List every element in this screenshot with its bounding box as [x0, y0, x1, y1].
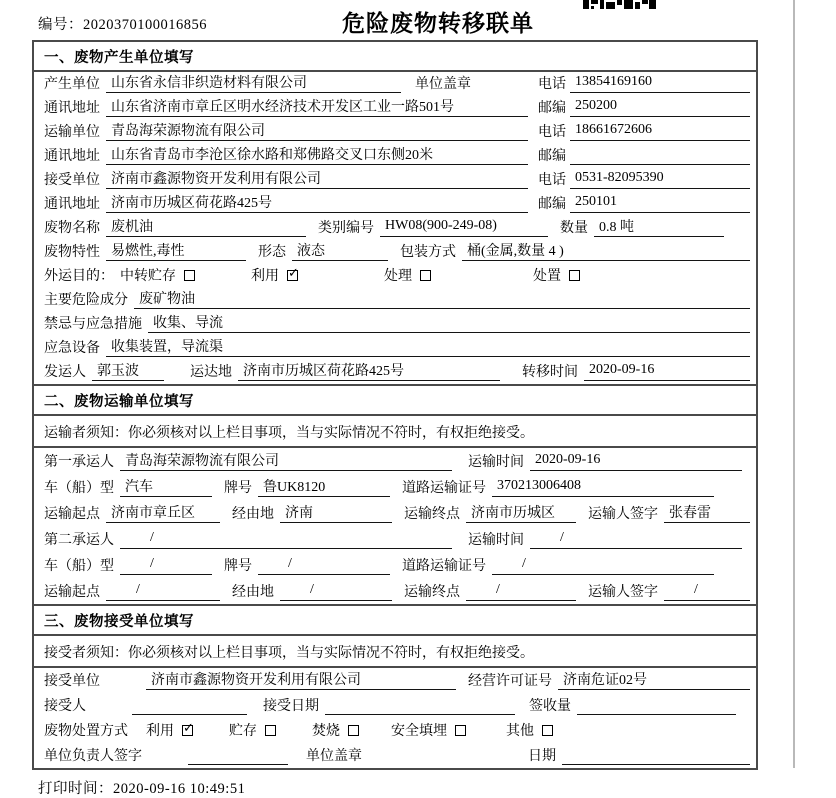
disposal-row — [34, 718, 756, 743]
receiver-value: 济南市鑫源物资开发利用有限公司 — [106, 168, 528, 189]
route-end2-value: / — [466, 582, 576, 601]
equipment-value: 收集装置，导流渠 — [106, 336, 750, 357]
route-start2-value: / — [106, 582, 220, 601]
receive-unit-label: 接受单位 — [44, 674, 100, 689]
producer-address-value: 山东省济南市章丘区明水经济技术开发区工业一路501号 — [106, 96, 528, 117]
pack-label: 包装方式 — [400, 245, 456, 260]
producer-row — [34, 72, 756, 96]
checkbox-icon — [542, 725, 553, 736]
vehicle-type-label: 车（船）型 — [44, 481, 114, 496]
checkbox-icon — [455, 725, 466, 736]
carrier1-label: 第一承运人 — [44, 455, 114, 470]
route-end-value: 济南市历城区 — [466, 502, 576, 523]
zip-label: 邮编 — [538, 149, 566, 164]
permit-label: 道路运输证号 — [402, 559, 486, 574]
shipper-row — [34, 360, 756, 384]
waste-name-value: 废机油 — [106, 216, 306, 237]
unit-seal-label: 单位盖章 — [306, 749, 362, 764]
waste-code-value: HW08(900-249-08) — [380, 218, 548, 237]
taboo-value: 收集、导流 — [148, 312, 750, 333]
form-value: 液态 — [292, 240, 388, 261]
checkbox-icon — [569, 270, 580, 281]
zip-label: 邮编 — [538, 101, 566, 116]
code-label: 类别编号 — [318, 221, 374, 236]
permit2-value: / — [492, 556, 714, 575]
hazard-row — [34, 288, 756, 312]
carrier1-row — [34, 448, 756, 474]
receive-date-label: 接受日期 — [263, 699, 319, 714]
property-value: 易燃性,毒性 — [106, 240, 246, 261]
vehicle2-row — [34, 552, 756, 578]
seal-label: 单位盖章 — [415, 77, 471, 92]
date-label: 日期 — [528, 749, 556, 764]
responsible-sign-value — [188, 746, 288, 765]
carrier-sign-label: 运输人签字 — [588, 585, 658, 600]
vehicle-type-value: 汽车 — [120, 476, 212, 497]
phone-label: 电话 — [538, 125, 566, 140]
vehicle-type-label: 车（船）型 — [44, 559, 114, 574]
vehicle1-row — [34, 474, 756, 500]
plate-label: 牌号 — [224, 559, 252, 574]
carrier-sign-value: 张春雷 — [664, 502, 750, 523]
checkbox-utilize: 利用 ✓ — [251, 265, 298, 285]
carrier1-value: 青岛海荣源物流有限公司 — [120, 450, 452, 471]
waste-property-row — [34, 240, 756, 264]
transporter-row — [34, 120, 756, 144]
checkbox-dispose: 处置 — [533, 265, 580, 285]
section-receive — [34, 604, 756, 768]
receiver-zip: 250101 — [570, 194, 750, 213]
producer-value: 山东省永信非织造材料有限公司 — [106, 72, 401, 93]
section3-header: 三、废物接受单位填写 — [34, 604, 756, 636]
via-label: 经由地 — [232, 507, 274, 522]
checkbox-icon — [420, 270, 431, 281]
transporter-address-row — [34, 144, 756, 168]
receive-unit-value: 济南市鑫源物资开发利用有限公司 — [146, 669, 456, 690]
receiver-address-value: 济南市历城区荷花路425号 — [106, 192, 528, 213]
section2-header: 二、废物运输单位填写 — [34, 384, 756, 416]
receiver-address-row — [34, 192, 756, 216]
sign-qty-label: 签收量 — [529, 699, 571, 714]
via-value: 济南 — [280, 502, 392, 523]
producer-label: 产生单位 — [44, 77, 100, 92]
shipper-value: 郭玉波 — [92, 360, 164, 381]
license-label: 经营许可证号 — [468, 674, 552, 689]
checkbox-icon — [265, 725, 276, 736]
checkbox-landfill: 安全填埋 — [391, 720, 466, 740]
print-time-label: 打印时间： — [38, 781, 113, 797]
qr-code-partial-icon — [583, 0, 656, 10]
carrier2-label: 第二承运人 — [44, 533, 114, 548]
transport-time-value: 2020-09-16 — [530, 452, 742, 471]
producer-phone: 13854169160 — [570, 74, 750, 93]
transporter-address-value: 山东省青岛市李沧区徐水路和郑佛路交叉口东侧20米 — [106, 144, 528, 165]
transport-time-label: 运输时间 — [468, 455, 524, 470]
route1-row — [34, 500, 756, 526]
print-time — [38, 777, 796, 798]
page-title: 危险废物转移联单 — [342, 11, 534, 36]
waste-name-label: 废物名称 — [44, 221, 100, 236]
receiver-label: 接受单位 — [44, 173, 100, 188]
qty-label: 数量 — [560, 221, 588, 236]
receive-date-value — [325, 696, 515, 715]
sign-qty-value — [577, 696, 736, 715]
hazard-value: 废矿物油 — [134, 288, 750, 309]
manifest-form — [32, 40, 758, 770]
checkbox-transfer-storage: 中转贮存 — [120, 265, 195, 285]
phone-label: 电话 — [538, 173, 566, 188]
via2-value: / — [280, 582, 392, 601]
checkbox-storage: 贮存 — [229, 720, 276, 740]
transporter-value: 青岛海荣源物流有限公司 — [106, 120, 528, 141]
taboo-row — [34, 312, 756, 336]
carrier2-value: / — [120, 530, 452, 549]
permit-value: 370213006408 — [492, 478, 714, 497]
transfer-time-value: 2020-09-16 — [584, 362, 750, 381]
carrier-sign-label: 运输人签字 — [588, 507, 658, 522]
dest-value: 济南市历城区荷花路425号 — [238, 360, 500, 381]
hazard-label: 主要危险成分 — [44, 293, 128, 308]
disposal-label: 废物处置方式 — [44, 724, 128, 739]
transfer-time-label: 转移时间 — [522, 365, 578, 380]
license-value: 济南危证02号 — [558, 669, 750, 690]
equipment-row — [34, 336, 756, 360]
producer-zip: 250200 — [570, 98, 750, 117]
permit-label: 道路运输证号 — [402, 481, 486, 496]
route2-row — [34, 578, 756, 604]
checkbox-treat: 处理 — [384, 265, 431, 285]
date-value — [562, 746, 750, 765]
document-header — [0, 0, 796, 40]
route-start-label: 运输起点 — [44, 585, 100, 600]
checkbox-disposal-utilize: 利用 ✓ — [146, 720, 193, 740]
transporter-label: 运输单位 — [44, 125, 100, 140]
purpose-row — [34, 264, 756, 288]
receiver-phone: 0531-82095390 — [570, 170, 750, 189]
receiver-notice: 接受者须知：你必须核对以上栏目事项，当与实际情况不符时，有权拒绝接受。 — [34, 636, 756, 668]
address-label: 通讯地址 — [44, 197, 100, 212]
address-label: 通讯地址 — [44, 101, 100, 116]
receiver-row — [34, 168, 756, 192]
transport-time2-value: / — [530, 530, 742, 549]
window-edge — [793, 0, 795, 768]
address-label: 通讯地址 — [44, 149, 100, 164]
producer-address-row — [34, 96, 756, 120]
via-label: 经由地 — [232, 585, 274, 600]
receive-unit-row — [34, 668, 756, 693]
signature-row — [34, 743, 756, 768]
section-transport — [34, 384, 756, 604]
serial-value: 2020370100016856 — [83, 17, 207, 33]
plate2-value: / — [258, 556, 390, 575]
vehicle-type2-value: / — [120, 556, 212, 575]
transporter-notice: 运输者须知：你必须核对以上栏目事项，当与实际情况不符时，有权拒绝接受。 — [34, 416, 756, 448]
receive-person-row — [34, 693, 756, 718]
dest-label: 运达地 — [190, 365, 232, 380]
taboo-label: 禁忌与应急措施 — [44, 317, 142, 332]
route-end-label: 运输终点 — [404, 585, 460, 600]
transporter-phone: 18661672606 — [570, 122, 750, 141]
zip-label: 邮编 — [538, 197, 566, 212]
plate-value: 鲁UK8120 — [258, 476, 390, 497]
receive-person-label: 接受人 — [44, 699, 86, 714]
property-label: 废物特性 — [44, 245, 100, 260]
plate-label: 牌号 — [224, 481, 252, 496]
waste-qty-value: 0.8 吨 — [594, 216, 724, 237]
equipment-label: 应急设备 — [44, 341, 100, 356]
route-end-label: 运输终点 — [404, 507, 460, 522]
checkbox-checked-icon — [287, 270, 298, 281]
form-label: 形态 — [258, 245, 286, 260]
phone-label: 电话 — [538, 77, 566, 92]
pack-value: 桶(金属,数量 4 ) — [462, 240, 750, 261]
purpose-label: 外运目的： — [44, 269, 114, 284]
checkbox-incinerate: 焚烧 — [312, 720, 359, 740]
checkbox-icon — [348, 725, 359, 736]
responsible-sign-label: 单位负责人签字 — [44, 749, 142, 764]
checkbox-icon — [184, 270, 195, 281]
carrier2-row — [34, 526, 756, 552]
checkbox-checked-icon — [182, 725, 193, 736]
shipper-label: 发运人 — [44, 365, 86, 380]
serial-label: 编号： — [38, 17, 83, 33]
print-time-value: 2020-09-16 10:49:51 — [113, 781, 246, 797]
transport-time-label: 运输时间 — [468, 533, 524, 548]
section1-header: 一、废物产生单位填写 — [34, 42, 756, 72]
route-start-value: 济南市章丘区 — [106, 502, 220, 523]
receive-person-value — [132, 696, 247, 715]
section-producer — [34, 42, 756, 384]
checkbox-other: 其他 — [506, 720, 553, 740]
route-start-label: 运输起点 — [44, 507, 100, 522]
carrier-sign2-value: / — [664, 582, 750, 601]
transporter-zip — [570, 146, 750, 165]
waste-name-row — [34, 216, 756, 240]
